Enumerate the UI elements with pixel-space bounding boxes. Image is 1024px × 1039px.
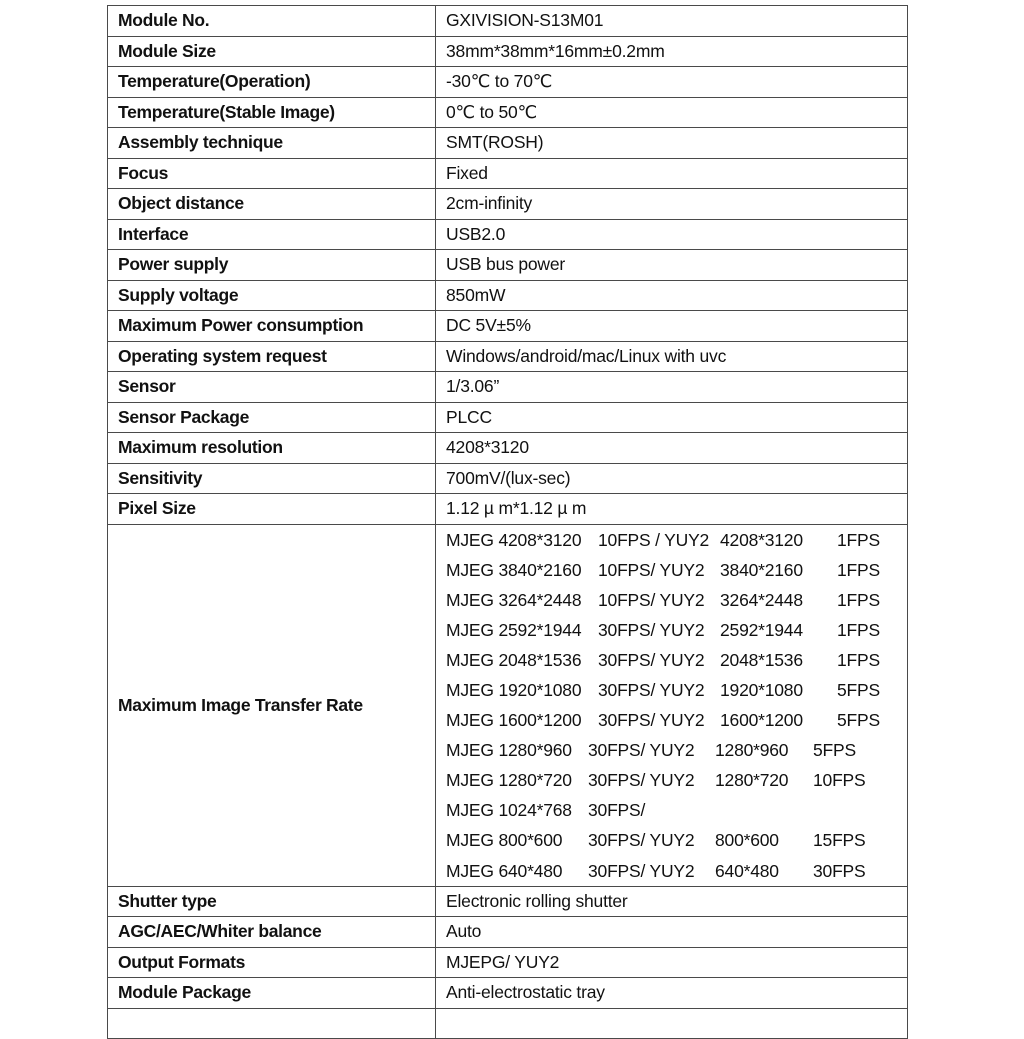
mjpeg-resolution: MJEG 2592*1944: [446, 619, 582, 640]
yuy2-resolution: 640*480: [715, 860, 779, 881]
spec-value: 850mW: [436, 280, 908, 311]
mjpeg-resolution: MJEG 1024*768: [446, 800, 572, 821]
spec-label: AGC/AEC/Whiter balance: [108, 917, 436, 948]
yuy2-fps: 30FPS: [813, 860, 866, 881]
spec-label: Maximum resolution: [108, 433, 436, 464]
mjpeg-fps: 10FPS / YUY2: [598, 529, 710, 550]
transfer-rate-line: [446, 525, 897, 555]
yuy2-fps: 5FPS: [837, 710, 880, 731]
spec-row: [108, 250, 908, 281]
yuy2-resolution: 1280*720: [715, 770, 789, 791]
mjpeg-fps: 30FPS/ YUY2: [598, 619, 705, 640]
spec-row: [108, 978, 908, 1009]
transfer-rate-list: [436, 524, 908, 886]
spec-value: Windows/android/mac/Linux with uvc: [436, 341, 908, 372]
mjpeg-resolution: MJEG 3840*2160: [446, 559, 582, 580]
spec-row: [108, 917, 908, 948]
spec-label: Maximum Power consumption: [108, 311, 436, 342]
spec-value: 0℃ to 50℃: [436, 97, 908, 128]
yuy2-resolution: 3264*2448: [720, 589, 803, 610]
spec-row: [108, 36, 908, 67]
transfer-rate-line: [446, 765, 897, 795]
mjpeg-resolution: MJEG 1280*720: [446, 770, 572, 791]
mjpeg-fps: 30FPS/ YUY2: [598, 649, 705, 670]
spec-label: Sensor Package: [108, 402, 436, 433]
spec-row: [108, 341, 908, 372]
spec-value: Auto: [436, 917, 908, 948]
spec-row: [108, 158, 908, 189]
mjpeg-resolution: MJEG 4208*3120: [446, 529, 582, 550]
mjpeg-resolution: MJEG 1600*1200: [446, 710, 582, 731]
spec-label: Sensitivity: [108, 463, 436, 494]
spec-row: [108, 219, 908, 250]
spec-label: [108, 1008, 436, 1039]
spec-label: Maximum Image Transfer Rate: [108, 524, 436, 886]
spec-value: 4208*3120: [436, 433, 908, 464]
spec-value: 700mV/(lux-sec): [436, 463, 908, 494]
mjpeg-fps: 30FPS/ YUY2: [598, 710, 705, 731]
yuy2-fps: 5FPS: [813, 740, 856, 761]
spec-value: -30℃ to 70℃: [436, 67, 908, 98]
spec-row: [108, 6, 908, 37]
mjpeg-resolution: MJEG 640*480: [446, 860, 563, 881]
spec-row: [108, 402, 908, 433]
mjpeg-fps: 30FPS/ YUY2: [588, 740, 695, 761]
spec-value: GXIVISION-S13M01: [436, 6, 908, 37]
yuy2-fps: 1FPS: [837, 559, 880, 580]
yuy2-fps: 1FPS: [837, 649, 880, 670]
spec-row: [108, 947, 908, 978]
mjpeg-resolution: MJEG 1280*960: [446, 740, 572, 761]
spec-value: MJEPG/ YUY2: [436, 947, 908, 978]
spec-label: Module Package: [108, 978, 436, 1009]
yuy2-resolution: [715, 795, 813, 825]
yuy2-resolution: 2048*1536: [720, 649, 803, 670]
mjpeg-fps: 30FPS/ YUY2: [598, 679, 705, 700]
mjpeg-resolution: MJEG 800*600: [446, 830, 563, 851]
yuy2-resolution: 2592*1944: [720, 619, 803, 640]
spec-value: 38mm*38mm*16mm±0.2mm: [436, 36, 908, 67]
yuy2-resolution: 800*600: [715, 830, 779, 851]
mjpeg-fps: 10FPS/ YUY2: [598, 589, 705, 610]
spec-label: Output Formats: [108, 947, 436, 978]
spec-value: USB2.0: [436, 219, 908, 250]
spec-label: Operating system request: [108, 341, 436, 372]
spec-value: USB bus power: [436, 250, 908, 281]
spec-label: Module No.: [108, 6, 436, 37]
transfer-rate-line: [446, 705, 897, 735]
transfer-rate-line: [446, 856, 897, 886]
transfer-rate-line: [446, 645, 897, 675]
spec-value: DC 5V±5%: [436, 311, 908, 342]
mjpeg-fps: 30FPS/ YUY2: [588, 830, 695, 851]
spec-label: Temperature(Operation): [108, 67, 436, 98]
spec-label: Supply voltage: [108, 280, 436, 311]
spec-row: [108, 189, 908, 220]
spec-row: [108, 433, 908, 464]
yuy2-fps: 1FPS: [837, 589, 880, 610]
spec-value: Electronic rolling shutter: [436, 886, 908, 917]
transfer-rate-line: [446, 735, 897, 765]
spec-label: Interface: [108, 219, 436, 250]
spec-value: 2cm-infinity: [436, 189, 908, 220]
mjpeg-fps: 30FPS/: [588, 800, 646, 821]
spec-value: [436, 1008, 908, 1039]
mjpeg-resolution: MJEG 1920*1080: [446, 679, 582, 700]
mjpeg-fps: 10FPS/ YUY2: [598, 559, 705, 580]
transfer-rate-line: [446, 585, 897, 615]
transfer-rate-line: [446, 675, 897, 705]
yuy2-fps: 10FPS: [813, 770, 866, 791]
yuy2-resolution: 1600*1200: [720, 710, 803, 731]
transfer-rate-line: [446, 555, 897, 585]
spec-row: [108, 886, 908, 917]
spec-row: [108, 311, 908, 342]
spec-row: [108, 67, 908, 98]
mjpeg-resolution: MJEG 3264*2448: [446, 589, 582, 610]
spec-label: Module Size: [108, 36, 436, 67]
spec-label: Object distance: [108, 189, 436, 220]
transfer-rate-row: [108, 524, 908, 886]
transfer-rate-line: [446, 795, 897, 825]
mjpeg-fps: 30FPS/ YUY2: [588, 860, 695, 881]
spec-value: PLCC: [436, 402, 908, 433]
spec-value: SMT(ROSH): [436, 128, 908, 159]
spec-value: 1/3.06”: [436, 372, 908, 403]
spec-label: Sensor: [108, 372, 436, 403]
yuy2-resolution: 3840*2160: [720, 559, 803, 580]
yuy2-resolution: 1920*1080: [720, 679, 803, 700]
spec-value: 1.12 µ m*1.12 µ m: [436, 494, 908, 525]
yuy2-fps: 1FPS: [837, 619, 880, 640]
spec-value: Fixed: [436, 158, 908, 189]
spec-table: [107, 5, 908, 1039]
spec-label: Power supply: [108, 250, 436, 281]
spec-label: Focus: [108, 158, 436, 189]
spec-row: [108, 494, 908, 525]
transfer-rate-line: [446, 825, 897, 855]
spec-label: Temperature(Stable Image): [108, 97, 436, 128]
spec-label: Shutter type: [108, 886, 436, 917]
spec-row: [108, 97, 908, 128]
spec-label: Pixel Size: [108, 494, 436, 525]
yuy2-resolution: 1280*960: [715, 740, 789, 761]
spec-table-body: [108, 6, 908, 1039]
spec-row: [108, 128, 908, 159]
yuy2-fps: 15FPS: [813, 830, 866, 851]
spec-row: [108, 280, 908, 311]
spec-row: [108, 463, 908, 494]
yuy2-resolution: 4208*3120: [720, 529, 803, 550]
mjpeg-fps: 30FPS/ YUY2: [588, 770, 695, 791]
yuy2-fps: 1FPS: [837, 529, 880, 550]
yuy2-fps: 5FPS: [837, 679, 880, 700]
transfer-rate-line: [446, 615, 897, 645]
spec-row: [108, 1008, 908, 1039]
mjpeg-resolution: MJEG 2048*1536: [446, 649, 582, 670]
spec-label: Assembly technique: [108, 128, 436, 159]
spec-value: Anti-electrostatic tray: [436, 978, 908, 1009]
spec-row: [108, 372, 908, 403]
